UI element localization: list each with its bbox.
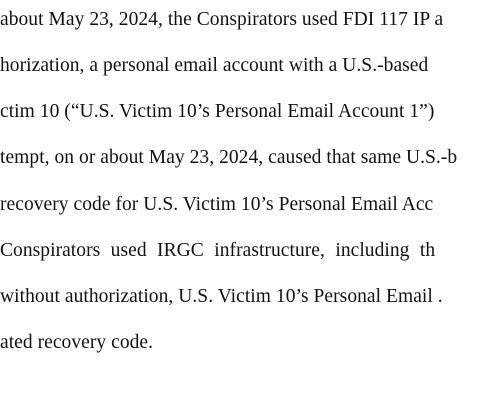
- text-line-1: about May 23, 2024, the Conspirators used FDI 117 IP a: [0, 9, 444, 30]
- text-line-6: Conspirators used IRGC infrastructure, including th: [0, 240, 436, 261]
- text-line-8: ated recovery code.: [0, 332, 154, 353]
- text-line-7: without authorization, U.S. Victim 10’s Personal Email .: [0, 286, 443, 307]
- text-line-3: ctim 10 (“U.S. Victim 10’s Personal Email Account 1”): [0, 101, 435, 122]
- text-line-2: horization, a personal email account with a U.S.-based: [0, 55, 429, 76]
- text-line-4: tempt, on or about May 23, 2024, caused that same U.S.-b: [0, 147, 458, 168]
- text-line-5: recovery code for U.S. Victim 10’s Personal Email Acc: [0, 194, 434, 215]
